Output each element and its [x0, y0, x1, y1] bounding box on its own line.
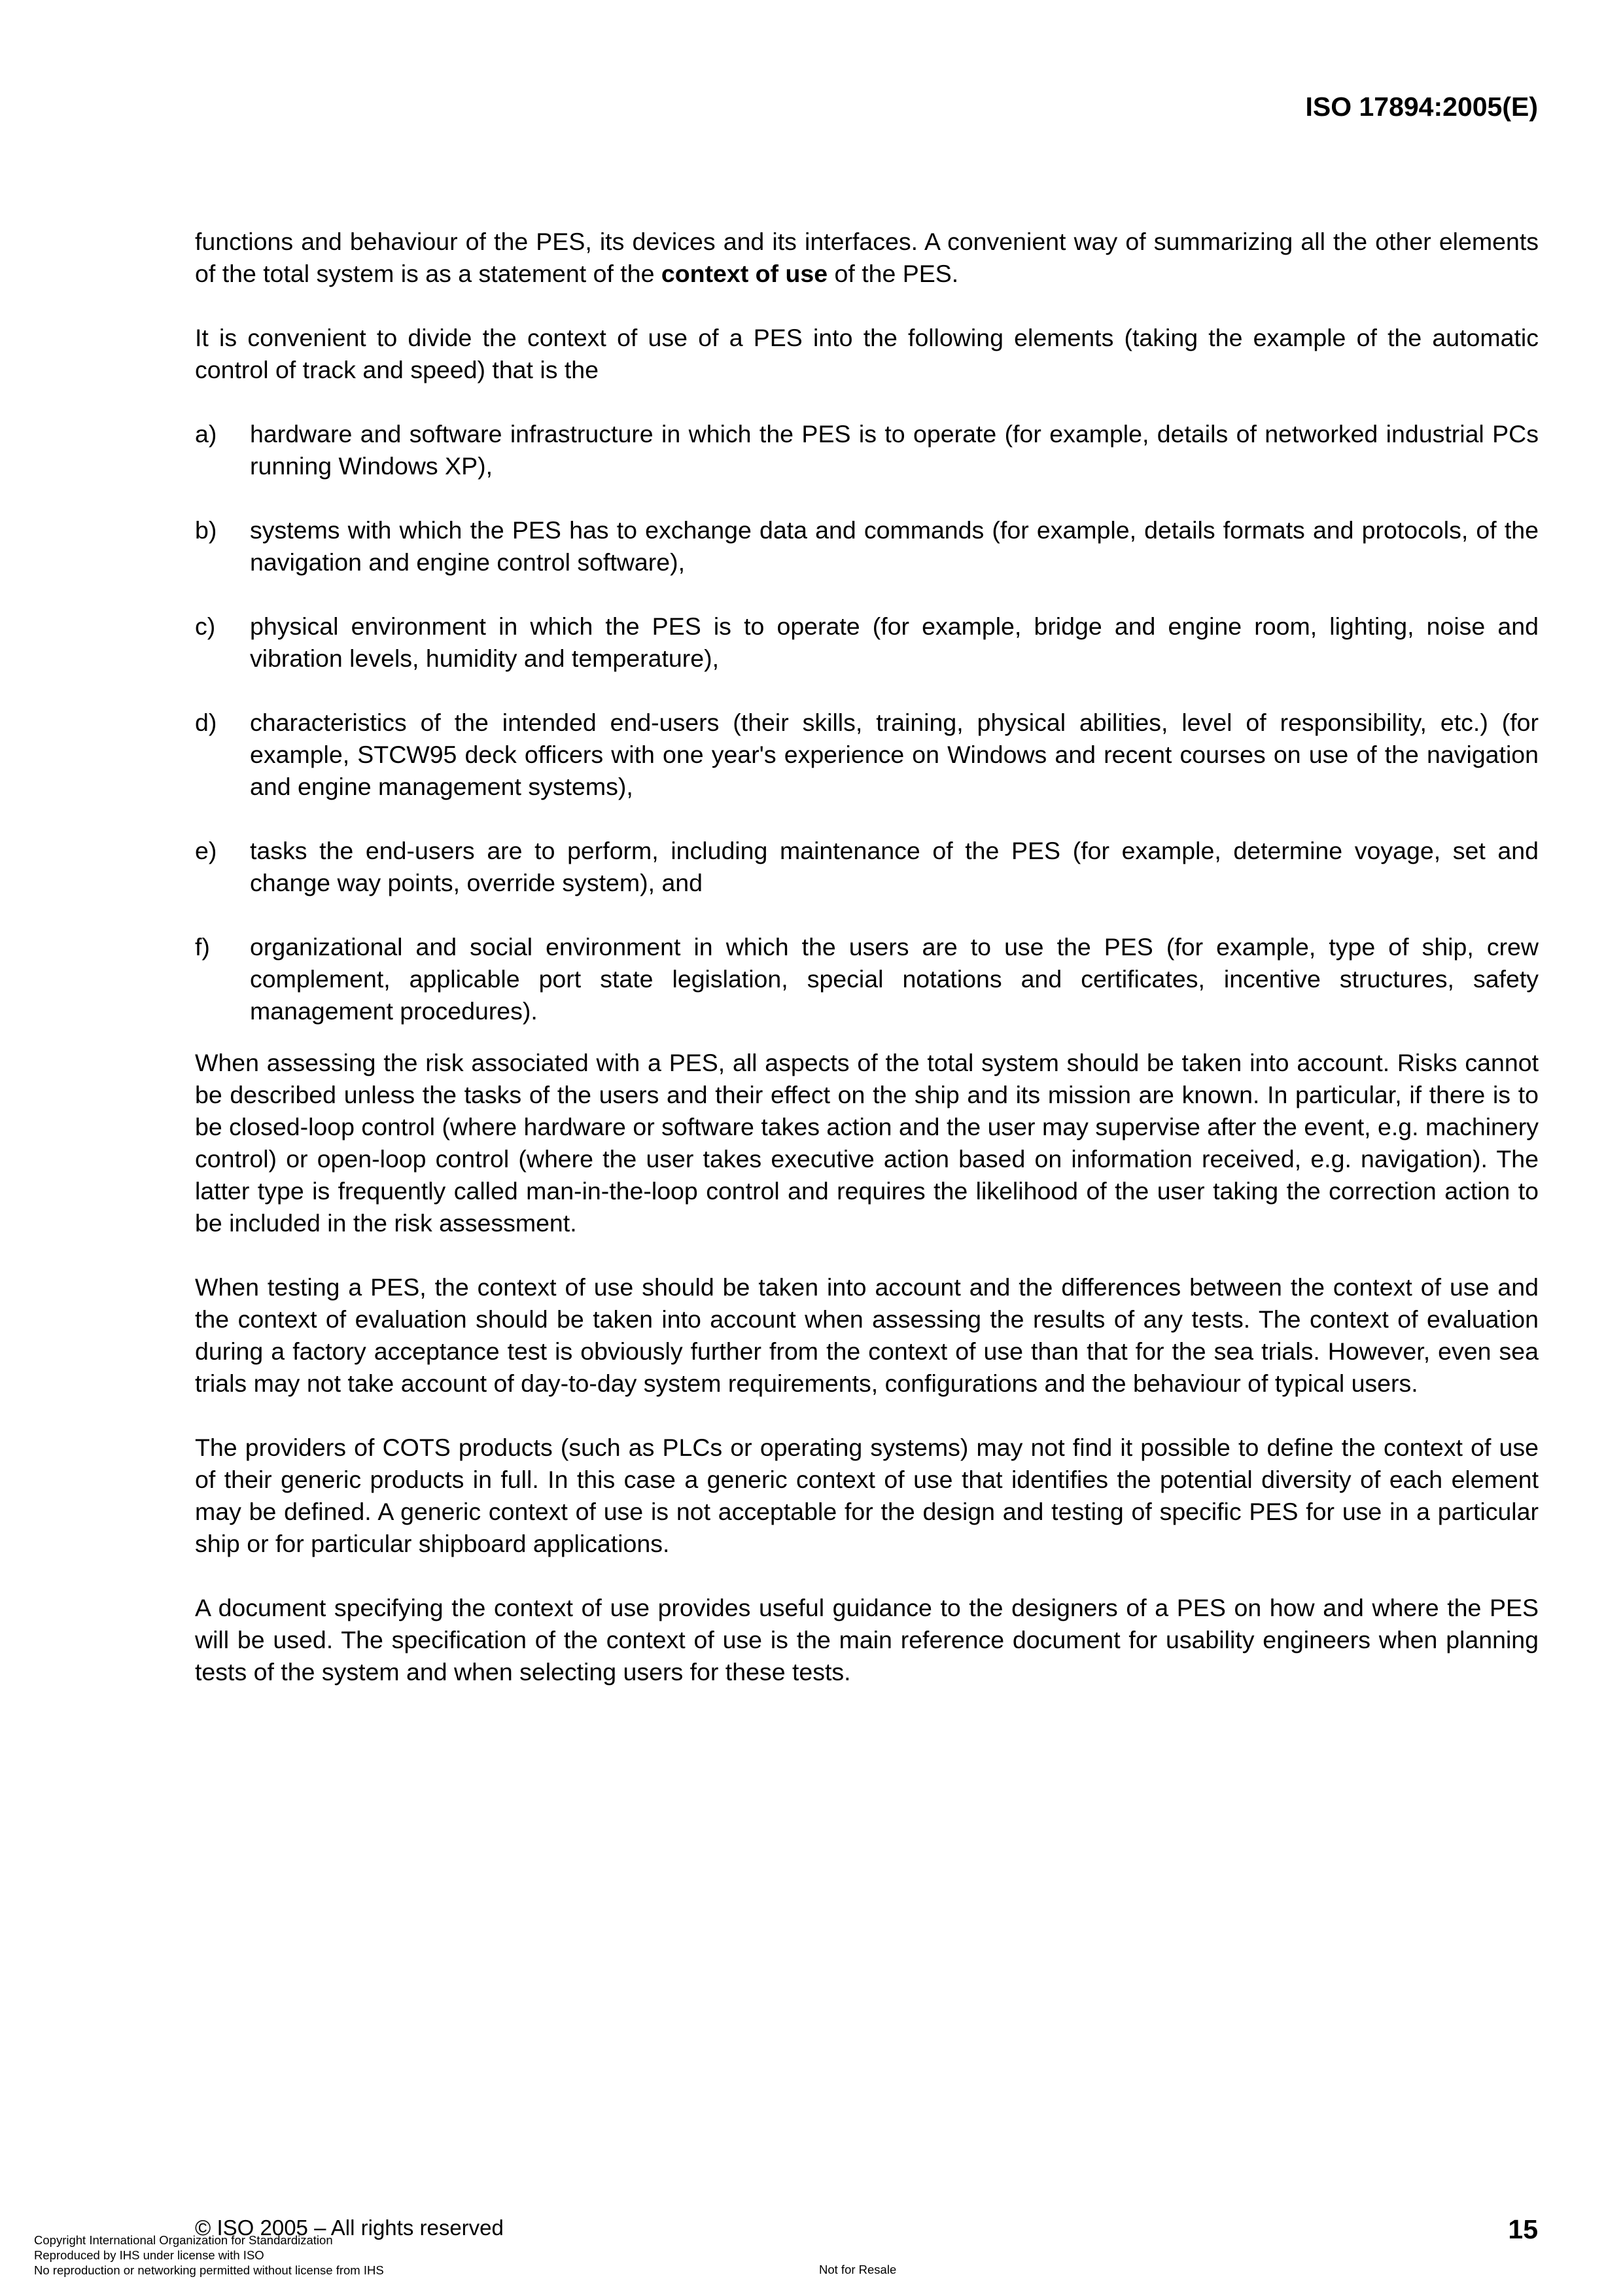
- list-item-text: systems with which the PES has to exchange data and commands (for example, details formats and protocols, of the navigation and engine control software),: [250, 516, 1539, 576]
- intro-paragraph-2: It is convenient to divide the context of use of a PES into the following elements (taking the example of the automatic control of track and speed) that is the: [195, 324, 1539, 383]
- list-item-text: tasks the end-users are to perform, including maintenance of the PES (for example, determine voyage, set and change way points, override system), and: [250, 837, 1539, 896]
- page-number: 15: [1508, 2214, 1538, 2244]
- footer-copyright: © ISO 2005 – All rights reserved: [195, 2216, 504, 2240]
- list-item: [195, 418, 1539, 482]
- footer-not-for-resale: Not for Resale: [819, 2263, 897, 2276]
- intro-paragraph-1: [195, 226, 1539, 290]
- list-item-text: characteristics of the intended end-users (their skills, training, physical abilities, level of responsibility, etc.) (for example, STCW95 deck officers with one year's experience on Windows and recent courses on use of the navigation and engine management systems),: [250, 709, 1539, 800]
- list-item-letter: e): [195, 837, 217, 864]
- list-item-letter: a): [195, 420, 217, 448]
- list-item: [195, 707, 1539, 803]
- list-item: [195, 835, 1539, 899]
- list-item-letter: b): [195, 516, 217, 544]
- intro-text-after: of the PES.: [828, 260, 959, 287]
- body-paragraph-risk: When assessing the risk associated with a PES, all aspects of the total system should be taken into account. Risks cannot be described unless the tasks of the users and their effect on the ship and its mission are known. In particular, if there is to be closed-loop control (where hardware or software takes action and the user may supervise after the event, e.g. machinery control) or open-loop control (where the user takes executive action based on information received, e.g. navigation). The latter type is frequently called man-in-the-loop control and requires the likelihood of the user taking the correction action to be included in the risk assessment.: [195, 1049, 1539, 1237]
- legal-line: Copyright International Organization for Standardization: [34, 2233, 333, 2247]
- body-paragraph-cots: The providers of COTS products (such as PLCs or operating systems) may not find it possible to define the context of use of their generic products in full. In this case a generic context of use that identifies the potential diversity of each element may be defined. A generic context of use is not acceptable for the design and testing of specific PES for use in a particular ship or for particular shipboard applications.: [195, 1434, 1539, 1557]
- body-paragraph-testing: When testing a PES, the context of use should be taken into account and the differences between the context of use and the context of evaluation should be taken into account when assessing the results of any tests. The context of evaluation during a factory acceptance test is obviously further from the context of use than that for the sea trials. However, even sea trials may not take account of day-to-day system requirements, configurations and the behaviour of typical users.: [195, 1273, 1539, 1397]
- list-item-text: hardware and software infrastructure in which the PES is to operate (for example, details of networked industrial PCs running Windows XP),: [250, 420, 1539, 480]
- list-item-letter: d): [195, 709, 217, 736]
- list-item: [195, 514, 1539, 578]
- list-item-letter: f): [195, 933, 210, 961]
- footer-legal-notice: [34, 2233, 384, 2278]
- list-item: [195, 610, 1539, 675]
- list-item: [195, 931, 1539, 1027]
- body-paragraph-document: A document specifying the context of use provides useful guidance to the designers of a PES on how and where the PES will be used. The specification of the context of use is the main reference document for usability engineers when planning tests of the system and when selecting users for these tests.: [195, 1594, 1539, 1686]
- main-content: [195, 226, 1539, 1720]
- intro-bold-term: context of use: [661, 260, 828, 287]
- document-header-title: ISO 17894:2005(E): [1305, 92, 1538, 122]
- legal-line: No reproduction or networking permitted without license from IHS: [34, 2263, 384, 2277]
- list-item-text: physical environment in which the PES is to operate (for example, bridge and engine room, lighting, noise and vibration levels, humidity and temperature),: [250, 612, 1539, 672]
- intro-text-before: functions and behaviour of the PES, its devices and its interfaces. A convenient way of summarizing all the other elements of the total system is as a statement of the: [195, 228, 1539, 287]
- list-item-letter: c): [195, 612, 216, 640]
- legal-line: Reproduced by IHS under license with ISO: [34, 2248, 264, 2262]
- margin-watermark: [160, 628, 164, 759]
- list-item-text: organizational and social environment in which the users are to use the PES (for example, type of ship, crew complement, applicable port state legislation, special notations and certificates, incentive structures, safety management procedures).: [250, 933, 1539, 1025]
